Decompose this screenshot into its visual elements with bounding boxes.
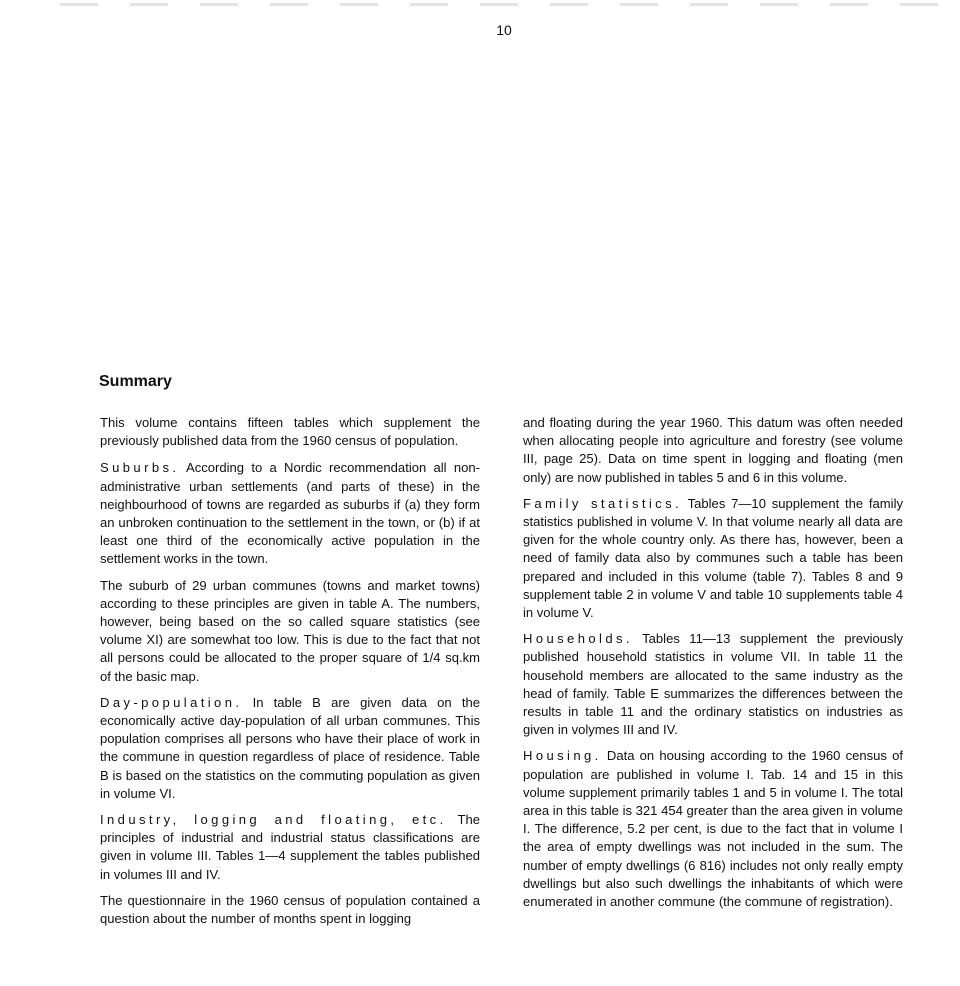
paragraph-heading: Households. bbox=[523, 631, 633, 647]
paragraph bbox=[523, 495, 903, 622]
paragraph-heading: Family statistics. bbox=[523, 495, 683, 511]
paragraph-heading: Housing. bbox=[523, 748, 602, 764]
paragraph bbox=[100, 414, 480, 450]
scan-top-edge bbox=[60, 3, 940, 6]
paragraph-text: According to a Nordic recommendation all non-administrative urban settlements (and parts of these) in the neighbourhood of towns are regarded as suburbs if (a) they form an unbroken continuation to the settlement in the town, or (b) if at least one third of the economically active population in the settlement works in the town. bbox=[100, 460, 480, 567]
paragraph bbox=[100, 459, 480, 568]
paragraph bbox=[100, 892, 480, 928]
paragraph-text: Tables 7—10 supplement the family statistics published in volume V. In that volume nearly all data are given for the whole country only. As there has, however, been a need of family data also by communes such a table has been prepared and included in this volume (table 7). Tables 8 and 9 supplement table 2 in volume V and table 10 supplements table 4 in volume V. bbox=[523, 495, 903, 621]
paragraph bbox=[100, 577, 480, 686]
page-number: 10 bbox=[496, 22, 512, 38]
paragraph bbox=[523, 414, 903, 487]
left-column bbox=[100, 414, 480, 936]
right-column bbox=[523, 414, 903, 919]
paragraph-text: The principles of industrial and industrial status classifications are given in volume III. Tables 1—4 supplement the tables published in volumes III and IV. bbox=[100, 812, 480, 882]
paragraph-text: In table B are given data on the economically active day-population of all urban communes. This population comprises all persons who have their place of work in the commune in question regardless of place of residence. Table B is based on the statistics on the commuting population as given in volume VI. bbox=[100, 694, 480, 801]
paragraph-text: The suburb of 29 urban communes (towns and market towns) according to these principles are given in table A. The numbers, however, being based on the so called square statistics (see volume XI) are somewhat too low. This is due to the fact that not all persons could be allocated to the proper square of 1/4 sq.km of the basic map. bbox=[100, 577, 480, 684]
paragraph-heading: Industry, logging and floating, etc. bbox=[100, 812, 447, 828]
paragraph bbox=[100, 694, 480, 803]
paragraph bbox=[523, 630, 903, 739]
paragraph bbox=[523, 747, 903, 911]
paragraph-text: This volume contains fifteen tables which supplement the previously published data from the 1960 census of population. bbox=[100, 415, 480, 449]
paragraph bbox=[100, 811, 480, 884]
paragraph-text: The questionnaire in the 1960 census of population contained a question about the number of months spent in logging bbox=[100, 892, 480, 927]
paragraph-text: Tables 11—13 supplement the previously published household statistics in volume VII. In table 11 the household members are allocated to the same industry as the head of family. Table E summarizes the differences between the results in table 11 and the ordinary statistics on industries as given in volymes III and IV. bbox=[523, 631, 903, 738]
paragraph-text: and floating during the year 1960. This datum was often needed when allocating people into agriculture and forestry (see volume III, page 25). Data on time spent in logging and floating (men only) are now published in tables 5 and 6 in this volume. bbox=[523, 415, 903, 485]
paragraph-heading: Suburbs. bbox=[100, 460, 180, 476]
section-title: Summary bbox=[99, 373, 172, 390]
paragraph-heading: Day-population. bbox=[100, 694, 243, 710]
paragraph-text: Data on housing according to the 1960 census of population are published in volume I. Tab. 14 and 15 in this volume supplement primarily tables 1 and 5 in volume I. The total area in this table is 321 454 greater than the area given in volume I. The difference, 5.2 per cent, is due to the fact that in volume I the area of empty dwellings was not included in the sum. The number of empty dwellings (6 816) includes not only really empty dwellings but also such dwellings the inhabitants of which were enumerated in another commune (the commune of registration). bbox=[523, 748, 903, 910]
